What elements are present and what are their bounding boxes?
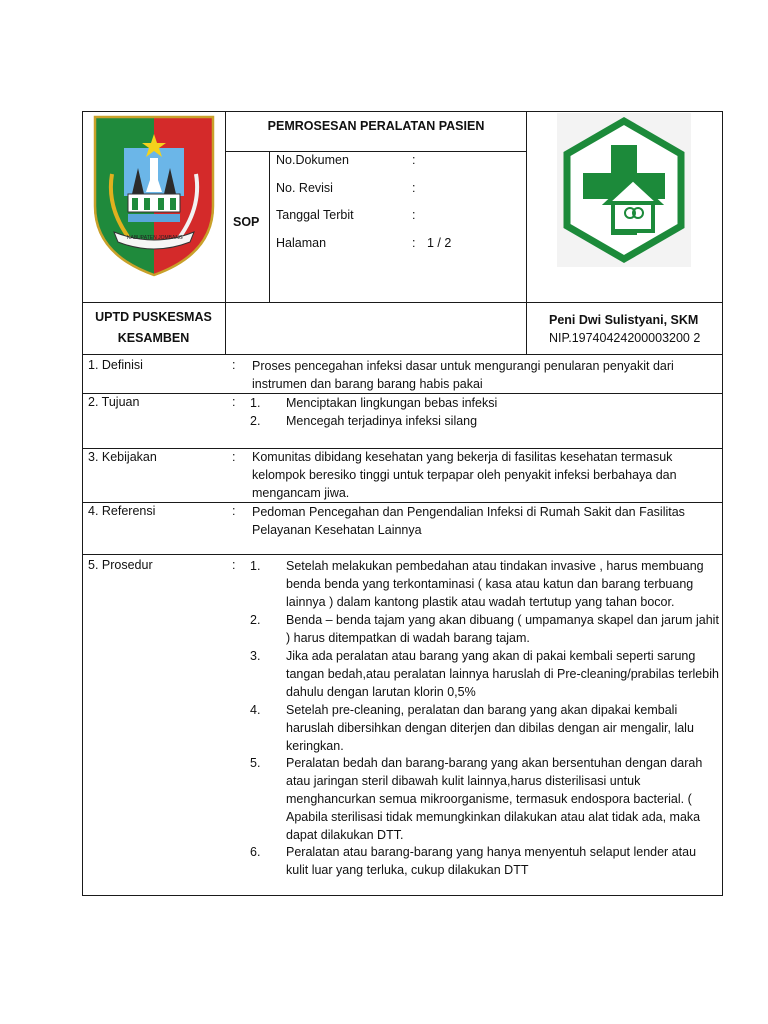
sop-label: SOP <box>233 215 260 229</box>
org-name-line1: UPTD PUSKESMAS <box>95 310 212 324</box>
field-no-dokumen-label: No.Dokumen <box>276 153 349 167</box>
kebijakan-label: 3. Kebijakan <box>88 450 157 464</box>
prosedur-colon: : <box>232 558 236 572</box>
field-tanggal-terbit-sep: : <box>412 208 416 222</box>
field-halaman-value: 1 / 2 <box>427 236 452 250</box>
field-halaman-sep: : <box>412 236 416 250</box>
referensi-colon: : <box>232 504 236 518</box>
emblem-ribbon-text: KABUPATEN JOMBANG <box>127 235 183 241</box>
list-item: 5. Peralatan bedah dan barang-barang yang akan bersentuhan dengan darah atau jaringan steril dibawah kulit lainnya,harus disterilisasi untuk menghancurkan semua mikroorganisme, termasuk endospora bacterial. ( Apabila sterilisasi tidak memungkinkan dilakukan atau alat tidak ada, maka dapat dilakukan DTT. <box>250 756 703 842</box>
field-tanggal-terbit-label: Tanggal Terbit <box>276 208 354 222</box>
field-no-revisi-label: No. Revisi <box>276 181 333 195</box>
definisi-colon: : <box>232 358 236 372</box>
list-item: 4. Setelah pre-cleaning, peralatan dan barang yang akan dipakai kembali haruslah dibersihkan dengan diterjen dan dibilas dengan air mengalir, lalu keringkan. <box>250 703 694 753</box>
puskesmas-logo-icon <box>557 113 691 267</box>
kebijakan-colon: : <box>232 450 236 464</box>
definisi-label: 1. Definisi <box>88 358 143 372</box>
list-item: 3. Jika ada peralatan atau barang yang akan di pakai kembali seperti sarung tangan bedah,atau peralatan lainnya haruslah di Pre-cleaning/prabilas terlebih dahulu dengan larutan klorin 0,5% <box>250 649 719 699</box>
tujuan-colon: : <box>232 395 236 409</box>
field-halaman-label: Halaman <box>276 236 327 250</box>
prosedur-label: 5. Prosedur <box>88 558 153 572</box>
referensi-label: 4. Referensi <box>88 504 156 518</box>
puskesmas-logo <box>557 113 691 267</box>
list-item: 1. Setelah melakukan pembedahan atau tindakan invasive , harus membuang benda benda yang terkontaminasi ( kasa atau katun dan barang terbuang lainnya ) dalam kantong plastik atau wadah tertutup yang tahan bocor. <box>250 559 704 609</box>
referensi-text: Pedoman Pencegahan dan Pengendalian Infeksi di Rumah Sakit dan Fasilitas Pelayanan Kesehatan Lainnya <box>252 505 685 537</box>
kebijakan-text: Komunitas dibidang kesehatan yang bekerja di fasilitas kesehatan termasuk kelompok beresiko tinggi untuk terpapar oleh penyakit infeksi berbahaya dan mengancam jiwa. <box>252 450 677 500</box>
signer-name: Peni Dwi Sulistyani, SKM <box>549 313 699 327</box>
list-item: 6. Peralatan atau barang-barang yang hanya menyentuh selaput lender atau kulit luar yang terluka, cukup dilakukan DTT <box>250 845 697 877</box>
district-emblem <box>92 114 216 278</box>
field-no-dokumen-sep: : <box>412 153 416 167</box>
org-name-line2: KESAMBEN <box>117 331 190 345</box>
signer-nip: NIP.19740424200003200 2 <box>549 331 701 345</box>
field-no-revisi-sep: : <box>412 181 416 195</box>
definisi-text: Proses pencegahan infeksi dasar untuk mengurangi penularan penyakit dari instrumen dan barang barang habis pakai <box>252 359 674 391</box>
emblem-shield-icon <box>92 114 216 278</box>
list-item: 2. Benda – benda tajam yang akan dibuang ( umpamanya skapel dan jarum jahit ) harus ditempatkan di wadah barang tajam. <box>250 613 719 645</box>
tujuan-label: 2. Tujuan <box>88 395 140 409</box>
document-title: PEMROSESAN PERALATAN PASIEN <box>267 119 485 133</box>
